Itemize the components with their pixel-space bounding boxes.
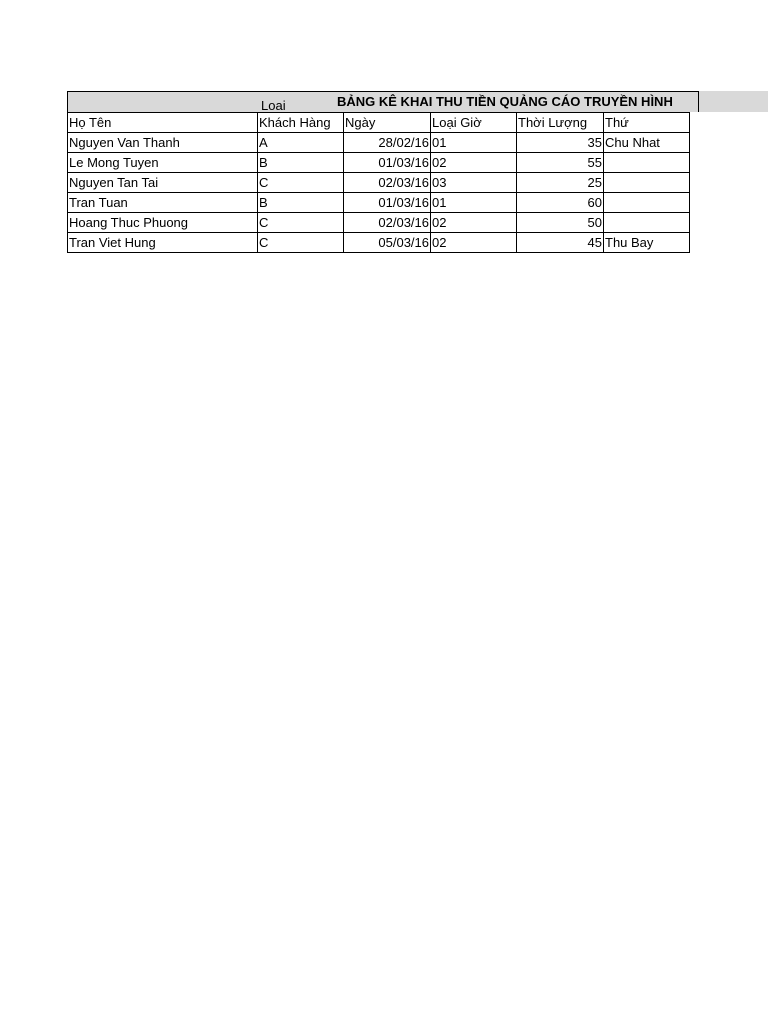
header-khach-hang[interactable]: Khách Hàng: [258, 113, 344, 133]
cell-loai-gio[interactable]: 02: [431, 153, 517, 173]
cell-ngay[interactable]: 02/03/16: [344, 173, 431, 193]
cell-loai-gio[interactable]: 01: [431, 193, 517, 213]
cell-thu[interactable]: [604, 173, 690, 193]
cell-khach-hang[interactable]: B: [258, 193, 344, 213]
header-thoi-luong[interactable]: Thời Lượng: [517, 113, 604, 133]
cell-thoi-luong[interactable]: 55: [517, 153, 604, 173]
cell-name[interactable]: Tran Tuan: [68, 193, 258, 213]
cell-name[interactable]: Tran Viet Hung: [68, 233, 258, 253]
cell-thu[interactable]: [604, 153, 690, 173]
cell-ngay[interactable]: 02/03/16: [344, 213, 431, 233]
header-loai-gio[interactable]: Loại Giờ: [431, 113, 517, 133]
table-row: [68, 133, 690, 153]
cell-thu[interactable]: Chu Nhat: [604, 133, 690, 153]
cell-thu[interactable]: Thu Bay: [604, 233, 690, 253]
cell-thu[interactable]: [604, 213, 690, 233]
cell-loai-gio[interactable]: 02: [431, 213, 517, 233]
table-row: [68, 233, 690, 253]
cell-thoi-luong[interactable]: 50: [517, 213, 604, 233]
header-ho-ten[interactable]: Họ Tên: [68, 113, 258, 133]
header-loai-line: Loai: [261, 98, 286, 113]
cell-thoi-luong[interactable]: 45: [517, 233, 604, 253]
cell-thoi-luong[interactable]: 60: [517, 193, 604, 213]
cell-ngay[interactable]: 01/03/16: [344, 153, 431, 173]
cell-ngay[interactable]: 28/02/16: [344, 133, 431, 153]
cell-loai-gio[interactable]: 02: [431, 233, 517, 253]
cell-khach-hang[interactable]: A: [258, 133, 344, 153]
page-title: BẢNG KÊ KHAI THU TIỀN QUẢNG CÁO TRUYỀN HÌNH: [337, 94, 673, 109]
header-ngay[interactable]: Ngày: [344, 113, 431, 133]
cell-name[interactable]: Hoang Thuc Phuong: [68, 213, 258, 233]
cell-name[interactable]: Nguyen Tan Tai: [68, 173, 258, 193]
cell-khach-hang[interactable]: B: [258, 153, 344, 173]
header-row: [68, 113, 690, 133]
data-table: [67, 112, 690, 253]
cell-ngay[interactable]: 01/03/16: [344, 193, 431, 213]
cell-thoi-luong[interactable]: 25: [517, 173, 604, 193]
table-row: [68, 213, 690, 233]
cell-khach-hang[interactable]: C: [258, 173, 344, 193]
cell-khach-hang[interactable]: C: [258, 233, 344, 253]
cell-name[interactable]: Nguyen Van Thanh: [68, 133, 258, 153]
cell-thoi-luong[interactable]: 35: [517, 133, 604, 153]
cell-loai-gio[interactable]: 03: [431, 173, 517, 193]
table-row: [68, 173, 690, 193]
cell-khach-hang[interactable]: C: [258, 213, 344, 233]
cell-thu[interactable]: [604, 193, 690, 213]
table-row: [68, 153, 690, 173]
cell-ngay[interactable]: 05/03/16: [344, 233, 431, 253]
table-row: [68, 193, 690, 213]
header-thu[interactable]: Thứ: [604, 113, 690, 133]
cell-name[interactable]: Le Mong Tuyen: [68, 153, 258, 173]
cell-loai-gio[interactable]: 01: [431, 133, 517, 153]
